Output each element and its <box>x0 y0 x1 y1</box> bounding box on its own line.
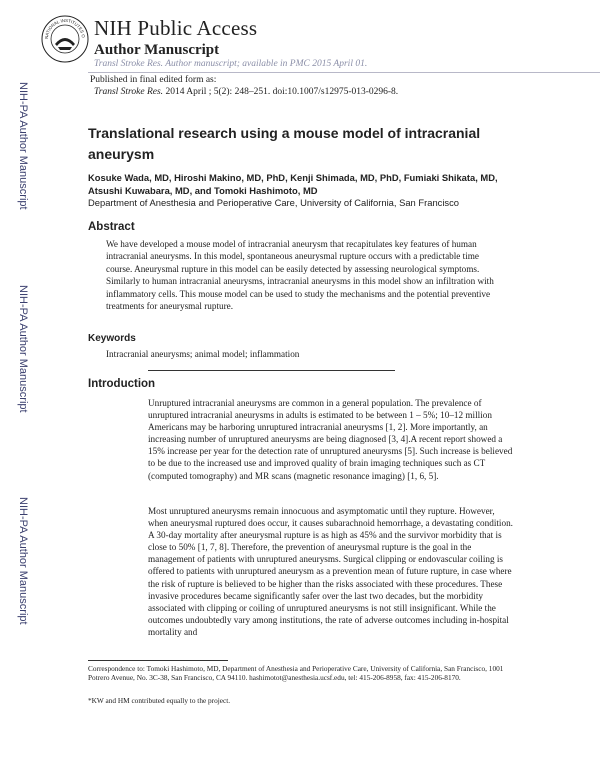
footnote-equal-contribution: *KW and HM contributed equally to the project. <box>88 696 231 705</box>
journal-name: Transl Stroke Res. <box>94 87 164 97</box>
affiliation: Department of Anesthesia and Perioperative Care, University of California, San Francisco <box>88 197 460 208</box>
abstract-text: We have developed a mouse model of intracranial aneurysm that recapitulates key features of human intracranial aneurysms. In this model, spontaneous aneurysmal rupture occurs with a predictable time course. Aneurysmal rupture in this model can be easily detected by assessing neurological symptoms. Similarly to human intracranial aneurysms, intracranial aneurysms in this model show an infiltration with inflammatory cells. This mouse model can be used to study the mechanisms and the potential preventive treatments for aneurysmal rupture. <box>106 239 494 312</box>
side-label: NIH-PA Author Manuscript <box>17 82 29 210</box>
abstract-heading: Abstract <box>88 221 135 233</box>
section-divider <box>148 370 395 371</box>
authors: Kosuke Wada, MD, Hiroshi Makino, MD, PhD, Kenji Shimada, MD, PhD, Fumiaki Shikata, MD, Atsushi Kuwabara, MD, and Tomoki Hashimoto, MD <box>88 172 498 196</box>
header-divider <box>88 72 600 73</box>
header-title: NIH Public Access <box>94 16 258 40</box>
publication-info <box>94 87 398 97</box>
intro-paragraph-2: Most unruptured aneurysms remain innocuous and asymptomatic until they rupture. However, when aneurysmal ruptured does occur, it causes subarachnoid hemorrhage, a devastating condition. A 30-day mortality after aneurysmal rupture is as high as 45% and the survivor morbidity that is close to 50% [1, 7, 8]. Therefore, the prevention of aneurysmal rupture is the goal in the management of patients with unruptured aneurysms. Surgical clipping or endovascular coiling is offered to patients with unruptured aneurysm as a prevention mean of future rupture, in case where the risk of rupture is believed to be higher than the risks associated with these procedures. These invasive procedures became significantly safer over the last two decades, but the morbidity associated with clipping or coiling of unruptured aneurysms is not still insignificant. While the outcomes undoubtedly vary among institutions, the rate of adverse outcomes including in-hospital mortality and <box>148 506 513 637</box>
availability-note: Transl Stroke Res. Author manuscript; available in PMC 2015 April 01. <box>94 59 368 69</box>
footnote-correspondence: Correspondence to: Tomoki Hashimoto, MD, Department of Anesthesia and Perioperative Care, University of California, San Francisco, 1001 Potrero Avenue, No. 3C-38, San Francisco, CA 94110. hashimotot@anesthesia.ucsf.edu, tel: 415-206-8958, fax: 415-206-8170. <box>88 664 504 683</box>
nih-seal-icon <box>40 14 90 64</box>
footnote-divider <box>88 660 228 661</box>
nih-logo <box>40 14 90 64</box>
article-title: Translational research using a mouse model of intracranial aneurysm <box>88 125 481 162</box>
publication-details: 2014 April ; 5(2): 248–251. doi:10.1007/s12975-013-0296-8. <box>163 87 399 97</box>
keywords: Intracranial aneurysms; animal model; inflammation <box>106 349 300 359</box>
introduction-heading: Introduction <box>88 378 156 390</box>
intro-paragraph-1: Unruptured intracranial aneurysms are common in a general population. The prevalence of unruptured intracranial aneurysms in adults is estimated to be between 1 – 5%; 10–12 million Americans may be harboring unruptured intracranial aneurysms [1, 2]. More importantly, an increasing number of unruptured aneurysms are being diagnosed [3, 4].A recent report showed a 15% increase per year for the detection rate of unruptured aneurysms [5]. Such increase is believed to be due to the increased use and improved quality of brain imaging techniques such as CT (computed tomography) and MR scans (magnetic resonance imaging) [1, 6, 5]. <box>148 398 513 481</box>
side-label: NIH-PA Author Manuscript <box>17 285 29 413</box>
published-line: Published in final edited form as: <box>90 75 217 85</box>
header-subtitle: Author Manuscript <box>94 42 220 58</box>
logo-text: NATIONAL INSTITUTES O <box>43 17 86 40</box>
side-label: NIH-PA Author Manuscript <box>17 497 29 625</box>
keywords-heading: Keywords <box>88 333 136 344</box>
